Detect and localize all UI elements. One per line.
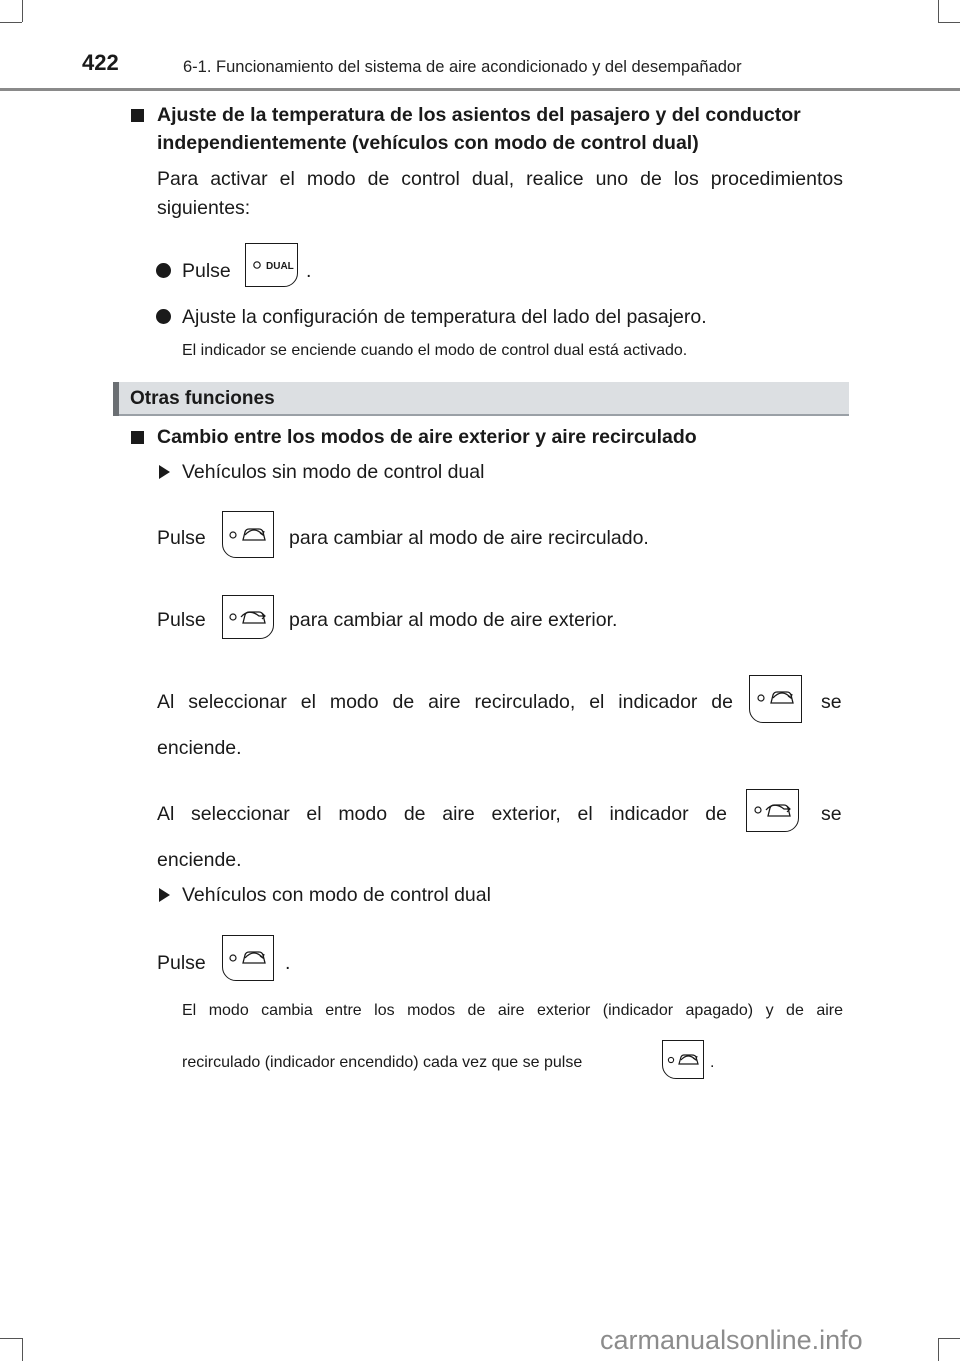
- section-bar: [113, 382, 849, 416]
- recirc-sub1: Vehículos sin modo de control dual: [182, 461, 485, 483]
- fresh-air-button: [222, 595, 274, 639]
- crop-mark: [938, 22, 960, 23]
- pulse3-after: .: [285, 952, 291, 974]
- subheading-arrow: [159, 888, 170, 902]
- sel1-line1-before: Al seleccionar el modo de aire recirculado, el indicador de: [157, 691, 733, 713]
- recirc-dual-button: [222, 935, 274, 981]
- recirc-note-line1: El modo cambia entre los modos de aire exterior (indicador apagado) y de aire: [182, 1002, 843, 1019]
- dual-heading-line2: independientemente (vehículos con modo de control dual): [157, 132, 699, 154]
- dual-button: [245, 243, 298, 287]
- heading-bullet-square: [131, 109, 144, 122]
- sel1-line1-after: se: [821, 691, 842, 713]
- crop-mark: [0, 22, 22, 23]
- pulse2-before: Pulse: [157, 609, 206, 631]
- section-bar-edge: [113, 382, 119, 416]
- recirc-indicator-button: [749, 675, 802, 723]
- bullet1-text-after: .: [306, 260, 312, 282]
- crop-mark: [938, 0, 939, 22]
- bullet-dot: [156, 263, 171, 278]
- dual-button-graphic: [246, 244, 299, 288]
- heading-bullet-square: [131, 431, 144, 444]
- sel2-line2: enciende.: [157, 849, 242, 871]
- fresh-air-indicator-button: [746, 789, 799, 832]
- fresh-air-indicator-icon: [747, 790, 800, 833]
- crop-mark: [938, 1338, 960, 1339]
- dual-button-label: DUAL: [266, 261, 294, 272]
- watermark-text: carmanualsonline.info: [600, 1325, 863, 1355]
- pulse1-before: Pulse: [157, 527, 206, 549]
- section-header-title: 6-1. Funcionamiento del sistema de aire acondicionado y del desempañador: [183, 58, 742, 76]
- fresh-air-icon: [223, 596, 275, 640]
- recirc-dual-icon: [223, 936, 275, 982]
- crop-mark: [22, 0, 23, 22]
- recirc-heading: Cambio entre los modos de aire exterior y aire recirculado: [157, 426, 697, 448]
- dual-heading-line1: Ajuste de la temperatura de los asientos del pasajero y del conductor: [157, 104, 801, 126]
- header-rule: [0, 88, 960, 91]
- subheading-arrow: [159, 465, 170, 479]
- bullet2-text: Ajuste la configuración de temperatura del lado del pasajero.: [182, 306, 707, 328]
- pulse1-after: para cambiar al modo de aire recirculado.: [289, 527, 649, 549]
- recirc-indicator-icon: [750, 676, 803, 724]
- recirc-note-icon: [663, 1041, 705, 1080]
- recirc-button: [222, 511, 274, 558]
- recirc-note-line2-before: recirculado (indicador encendido) cada vez que se pulse: [182, 1054, 583, 1071]
- crop-mark: [938, 1338, 939, 1361]
- dual-note: El indicador se enciende cuando el modo de control dual está activado.: [182, 342, 688, 359]
- pulse2-after: para cambiar al modo de aire exterior.: [289, 609, 618, 631]
- dual-intro-line2: siguientes:: [157, 197, 251, 219]
- recirc-note-button: [662, 1040, 704, 1079]
- crop-mark: [22, 1338, 23, 1361]
- recirc-icon: [223, 512, 275, 559]
- recirc-note-line2-after: .: [710, 1054, 715, 1071]
- crop-mark: [0, 1338, 22, 1339]
- sel2-line1-before: Al seleccionar el modo de aire exterior, el indicador de: [157, 803, 727, 825]
- pulse3-before: Pulse: [157, 952, 206, 974]
- bullet-dot: [156, 309, 171, 324]
- dual-intro-line1: Para activar el modo de control dual, realice uno de los procedimientos: [157, 168, 843, 190]
- sel1-line2: enciende.: [157, 737, 242, 759]
- recirc-sub2: Vehículos con modo de control dual: [182, 884, 491, 906]
- page-number: 422: [82, 50, 119, 75]
- section-title: Otras funciones: [130, 388, 275, 409]
- sel2-line1-after: se: [821, 803, 842, 825]
- bullet1-text-before: Pulse: [182, 260, 231, 282]
